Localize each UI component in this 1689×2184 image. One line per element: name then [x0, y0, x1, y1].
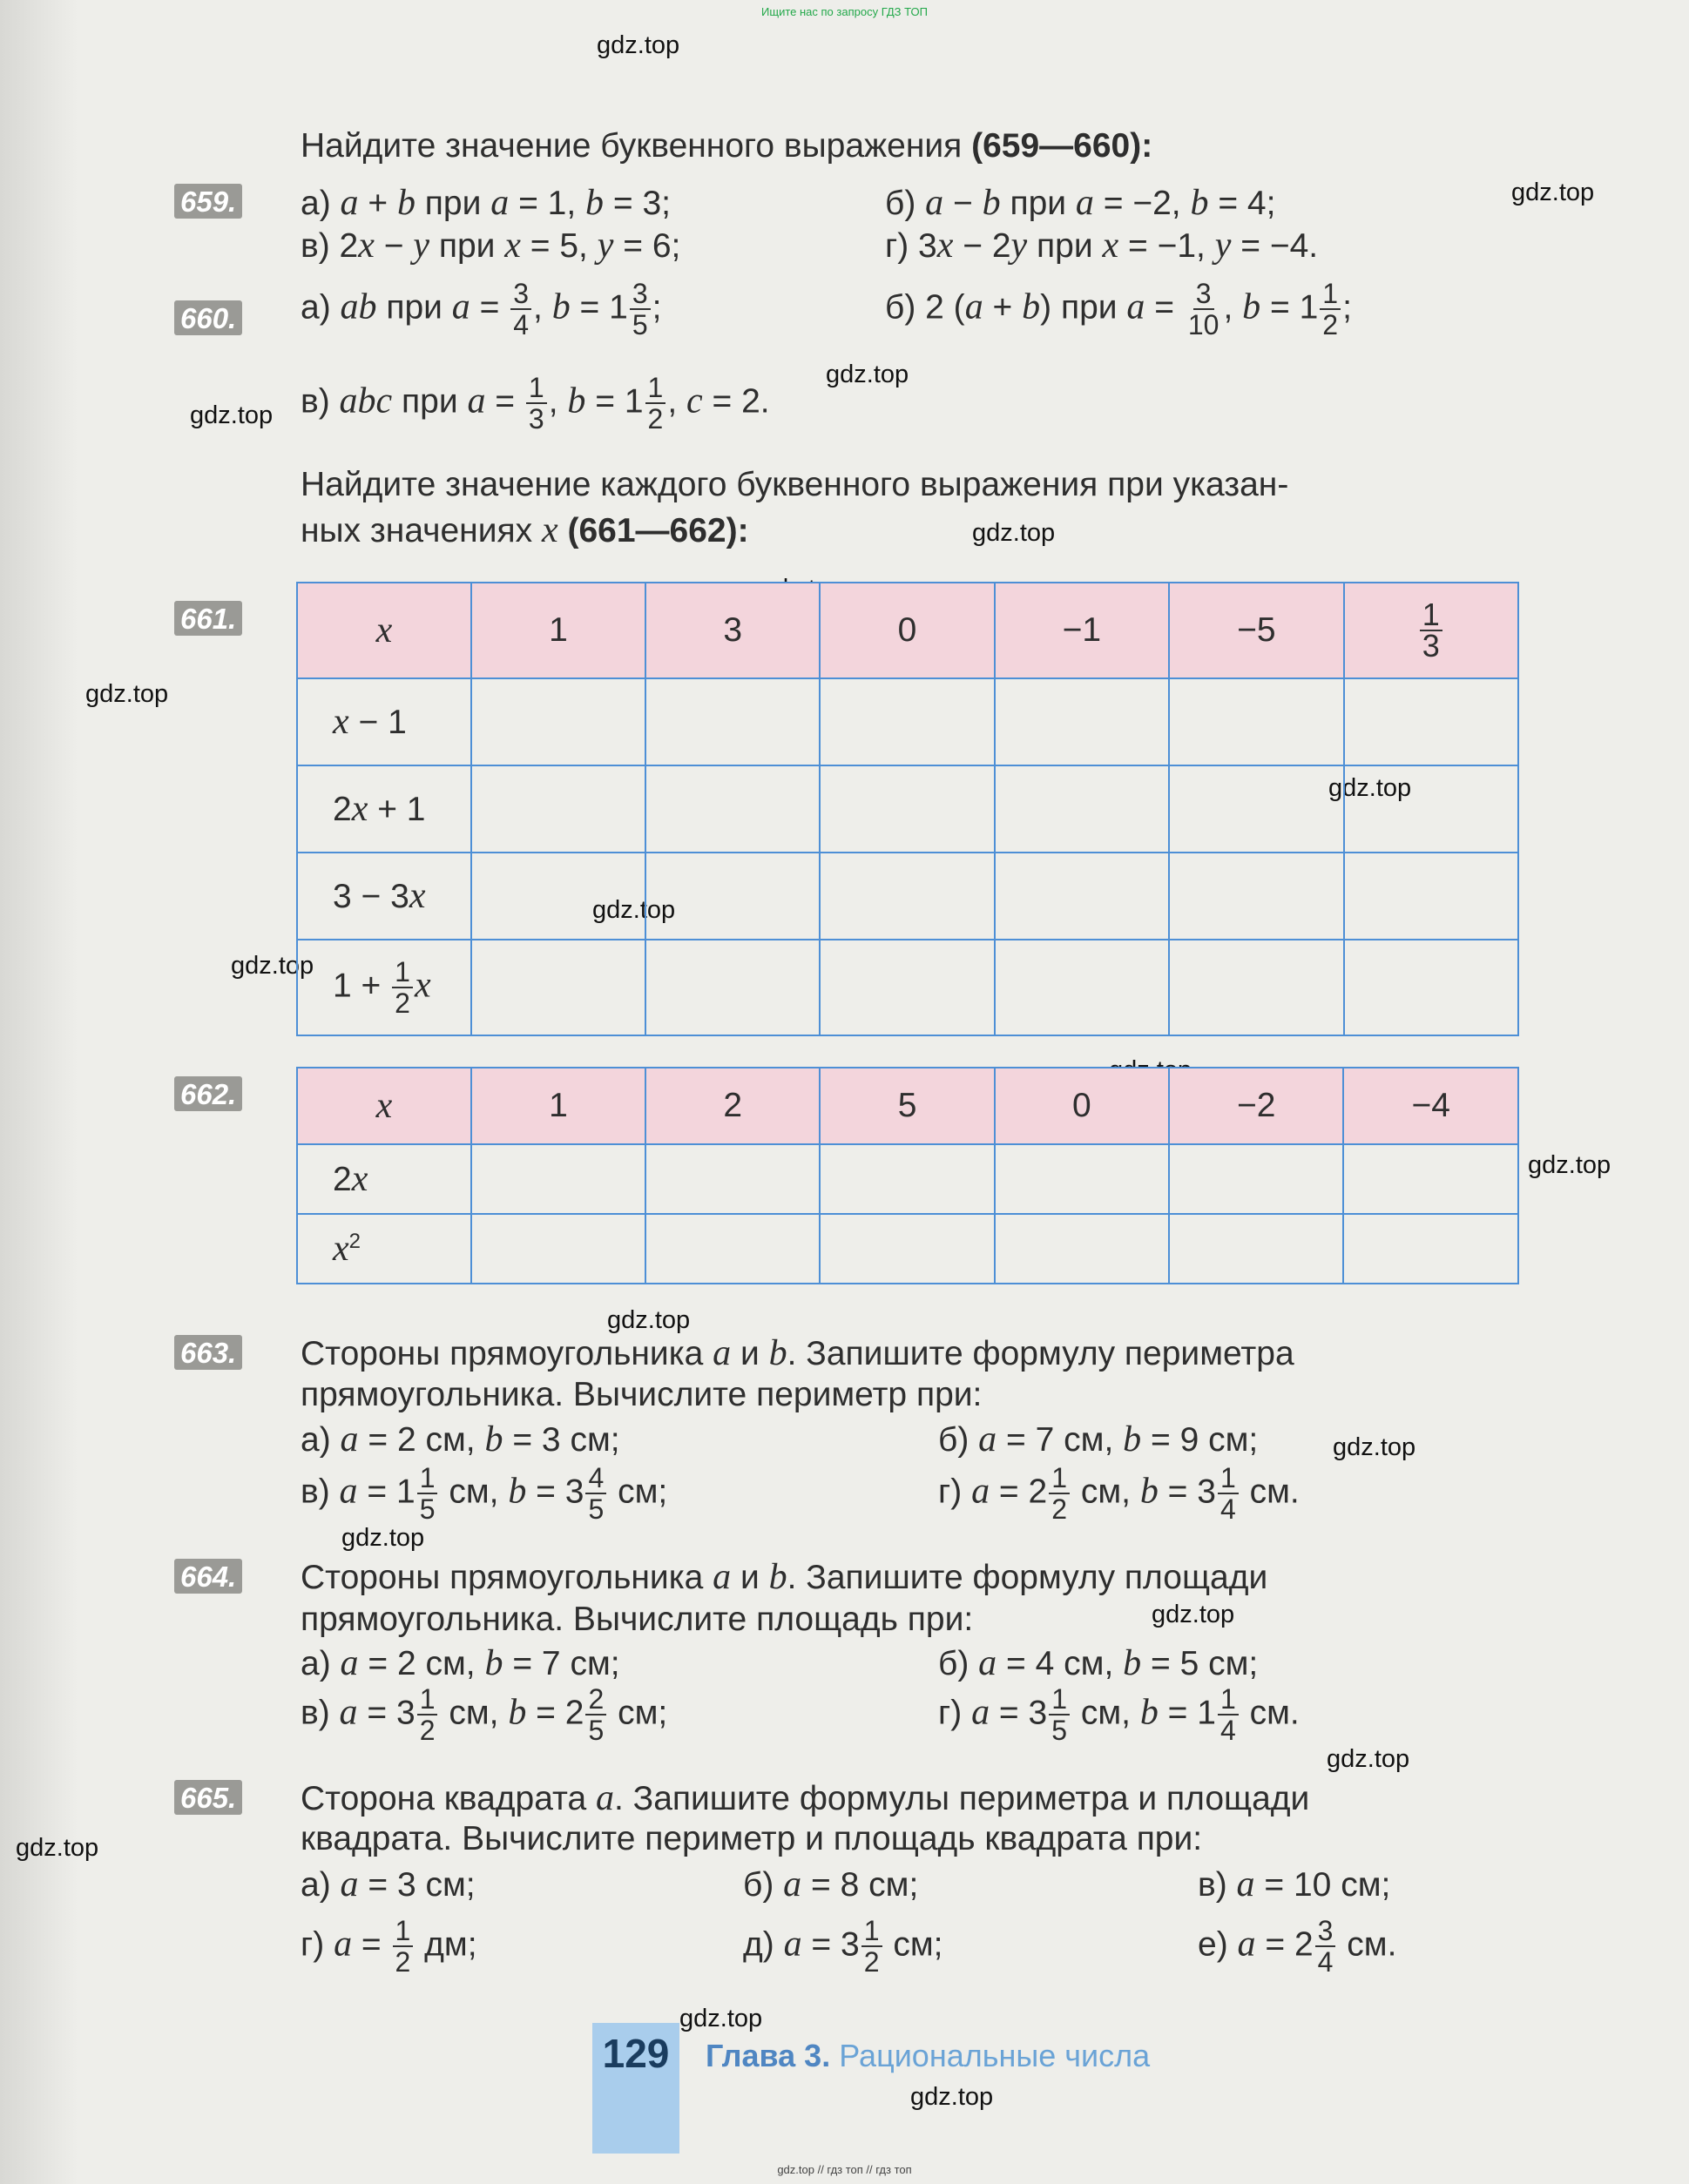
table-cell: 2x + 1 [297, 765, 471, 853]
problem-659-c: в) 2x − y при x = 5, y = 6; [301, 226, 681, 266]
problem-665-line2: квадрата. Вычислите периметр и площадь квадрата при: [301, 1820, 1203, 1857]
problem-663-c: в) a = 1 $\frac{1}{5}$ см, b = 3 $\frac{4}{5}$ см; [301, 1462, 668, 1525]
problem-663-d: г) a = 2 $\frac{1}{2}$ см, b = 3 $\frac{1}{4}$ см. [938, 1462, 1300, 1525]
chapter-title: Рациональные числа [839, 2038, 1151, 2073]
problem-664-line1: Стороны прямоугольника a и b. Запишите формулу площади [301, 1557, 1268, 1597]
table-cell: −2 [1169, 1068, 1344, 1144]
table-662 [296, 1067, 1519, 1284]
problem-number-664: 664. [174, 1559, 242, 1594]
intro-659-660: Найдите значение буквенного выражения (659—660): [301, 127, 1153, 165]
problem-665-b: б) a = 8 см; [743, 1864, 919, 1904]
watermark: gdz.top [1511, 179, 1595, 206]
watermark: gdz.top [231, 952, 314, 980]
problem-664-line2: прямоугольника. Вычислите площадь при: [301, 1601, 974, 1638]
problem-659-d: г) 3x − 2y при x = −1, y = −4. [885, 226, 1319, 266]
problem-665-a: а) a = 3 см; [301, 1864, 476, 1904]
problem-number-661: 661. [174, 601, 242, 636]
table-cell: 3 [645, 583, 820, 678]
problem-665-c: в) a = 10 см; [1198, 1864, 1391, 1904]
problem-664-a: а) a = 2 см, b = 7 см; [301, 1643, 620, 1683]
page-number-tab [592, 2023, 679, 2154]
problem-660-b: б) 2 (a + b) при a = $\frac{3}{10}$ , b = 1 $\frac{1}{2}$ ; [885, 278, 1352, 340]
table-cell: 1 [471, 583, 645, 678]
watermark: gdz.top [1327, 1745, 1410, 1773]
watermark: gdz.top [190, 401, 274, 429]
page-number: 129 [602, 2031, 670, 2076]
problem-660-c: в) abc при a = $\frac{1}{3}$ , b = 1 $\frac{1}{2}$ , c = 2. [301, 372, 770, 435]
table-cell: −5 [1169, 583, 1343, 678]
table-cell: 2x [297, 1144, 471, 1214]
table-cell: 5 [820, 1068, 994, 1144]
problem-664-d: г) a = 3 $\frac{1}{5}$ см, b = 1 $\frac{1}{4}$ см. [938, 1683, 1300, 1746]
problem-number-665: 665. [174, 1780, 242, 1815]
problem-659-b: б) a − b при a = −2, b = 4; [885, 183, 1276, 223]
table-row [297, 678, 1518, 765]
problem-number-659: 659. [174, 184, 242, 219]
chapter-heading [706, 2038, 1150, 2074]
table-cell: x − 1 [297, 678, 471, 765]
table-row [297, 853, 1518, 940]
watermark: gdz.top [1528, 1151, 1611, 1179]
watermark: gdz.top [85, 680, 169, 708]
watermark: gdz.top [1152, 1601, 1235, 1628]
problem-663-line1: Стороны прямоугольника a и b. Запишите формулу периметра [301, 1333, 1294, 1373]
watermark: gdz.top [910, 2083, 994, 2111]
watermark: gdz.top [972, 519, 1056, 547]
watermark: gdz.top [16, 1834, 99, 1862]
table-cell: 1 + $\frac{1}{2}$ x [297, 940, 471, 1035]
problem-665-line1: Сторона квадрата a. Запишите формулы периметра и площади [301, 1778, 1310, 1818]
chapter-label: Глава 3. [706, 2038, 831, 2073]
table-cell: 1 [471, 1068, 645, 1144]
table-661 [296, 582, 1519, 1036]
problem-number-662: 662. [174, 1076, 242, 1111]
problem-664-b: б) a = 4 см, b = 5 см; [938, 1643, 1259, 1683]
table-cell: 2 [645, 1068, 820, 1144]
table-header-row [297, 583, 1518, 678]
problem-663-line2: прямоугольника. Вычислите периметр при: [301, 1376, 983, 1413]
problem-659-a: а) a + b при a = 1, b = 3; [301, 183, 672, 223]
problem-665-e: д) a = 3 $\frac{1}{2}$ см; [743, 1915, 943, 1978]
watermark: gdz.top [1328, 774, 1412, 802]
watermark: gdz.top [826, 361, 909, 388]
intro-661-662-line2: ных значениях x (661—662): [301, 510, 749, 550]
table-header-row [297, 1068, 1518, 1144]
table-cell: 0 [995, 1068, 1169, 1144]
table-row [297, 1214, 1518, 1284]
watermark: gdz.top [679, 2005, 763, 2032]
problem-number-663: 663. [174, 1335, 242, 1370]
problem-663-b: б) a = 7 см, b = 9 см; [938, 1419, 1259, 1459]
problem-number-660: 660. [174, 300, 242, 335]
problem-663-a: а) a = 2 см, b = 3 см; [301, 1419, 620, 1459]
table-cell: −1 [995, 583, 1169, 678]
table-row [297, 1144, 1518, 1214]
top-banner: Ищите нас по запросу ГДЗ ТОП [761, 5, 928, 18]
watermark: gdz.top [341, 1524, 425, 1552]
watermark: gdz.top [592, 896, 676, 924]
table-row [297, 940, 1518, 1035]
watermark: gdz.top [1333, 1433, 1416, 1461]
problem-660-a: а) ab при a = $\frac{3}{4}$ , b = 1 $\frac{3}{5}$ ; [301, 278, 662, 340]
watermark: gdz.top [607, 1306, 691, 1334]
table-cell: x [297, 583, 471, 678]
problem-665-d: г) a = $\frac{1}{2}$ дм; [301, 1915, 477, 1978]
table-cell: 0 [820, 583, 994, 678]
intro-661-662-line1: Найдите значение каждого буквенного выражения при указан- [301, 466, 1289, 503]
table-cell: x [297, 1068, 471, 1144]
footer-text: gdz.top // гдз топ // гдз топ [777, 2163, 912, 2176]
table-cell: $\frac{1}{3}$ [1344, 583, 1518, 678]
table-cell: $x^2$ [297, 1214, 471, 1284]
problem-665-f: е) a = 2 $\frac{3}{4}$ см. [1198, 1915, 1397, 1978]
table-row [297, 765, 1518, 853]
table-cell: 3 − 3x [297, 853, 471, 940]
problem-664-c: в) a = 3 $\frac{1}{2}$ см, b = 2 $\frac{2}{5}$ см; [301, 1683, 668, 1746]
table-cell: −4 [1343, 1068, 1518, 1144]
watermark: gdz.top [597, 31, 680, 59]
